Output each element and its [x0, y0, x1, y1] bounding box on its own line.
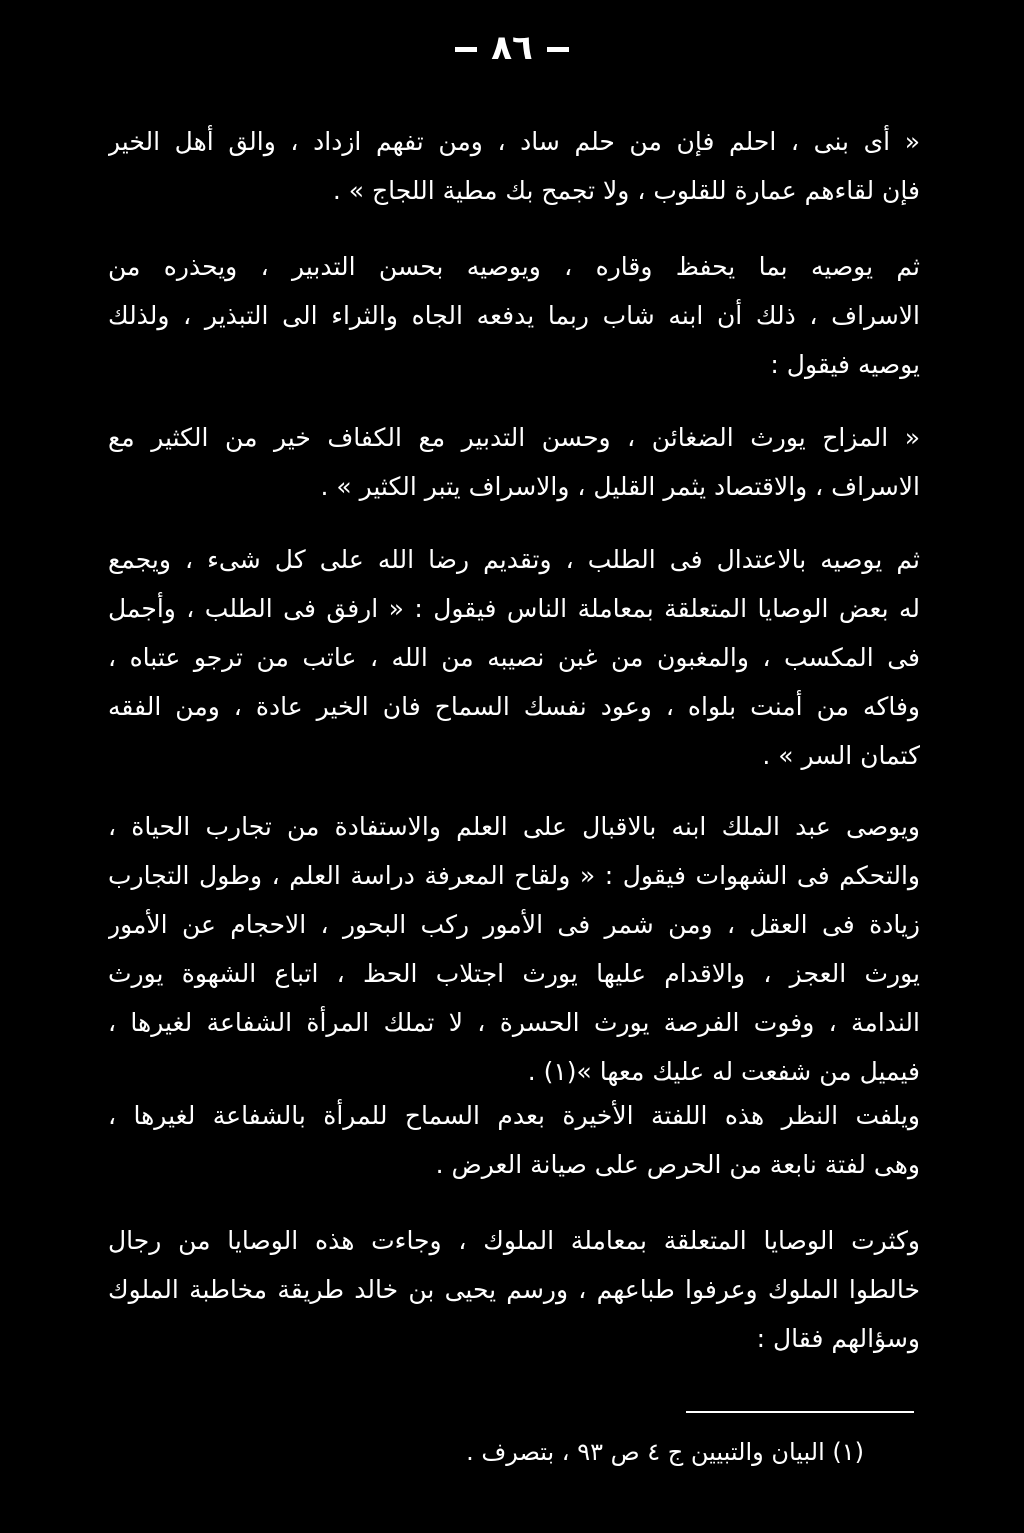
- text-line: كتمان السر » .: [762, 741, 920, 770]
- page-number-left-dash: [455, 47, 477, 52]
- paragraph-7: [108, 1216, 920, 1363]
- text-line: يوصيه فيقول :: [770, 350, 920, 379]
- text-line: ثم يوصيه بما يحفظ وقاره ، ويوصيه بحسن التدبير ، ويحذره من: [108, 252, 920, 281]
- footnote-divider: [686, 1411, 914, 1413]
- text-line: فى المكسب ، والمغبون من غبن نصيبه من الله ، عاتب من ترجو عتباه ،: [108, 643, 920, 672]
- footnote: (١) البيان والتبيين ج ٤ ص ٩٣ ، بتصرف .: [466, 1438, 864, 1466]
- paragraph-3: [108, 413, 920, 511]
- text-line: ويلفت النظر هذه اللفتة الأخيرة بعدم السماح للمرأة بالشفاعة لغيرها ،: [108, 1101, 920, 1130]
- paragraph-5: [108, 802, 920, 1096]
- text-line: وهى لفتة نابعة من الحرص على صيانة العرض .: [435, 1150, 920, 1179]
- paragraph-1: [108, 117, 920, 215]
- text-line: وفاكه من أمنت بلواه ، وعود نفسك السماح فان الخير عادة ، ومن الفقه: [108, 692, 920, 721]
- text-line: « أى بنى ، احلم فإن من حلم ساد ، ومن تفهم ازداد ، والق أهل الخير: [108, 127, 920, 156]
- text-line: يورث العجز ، والاقدام عليها يورث اجتلاب الحظ ، اتباع الشهوة يورث: [108, 959, 920, 988]
- text-line: فيميل من شفعت له عليك معها »(١) .: [527, 1057, 920, 1086]
- page-number-value: ٨٦: [491, 28, 533, 68]
- text-line: ثم يوصيه بالاعتدال فى الطلب ، وتقديم رضا الله على كل شىء ، ويجمع: [108, 545, 920, 574]
- text-line: ويوصى عبد الملك ابنه بالاقبال على العلم والاستفادة من تجارب الحياة ،: [108, 812, 920, 841]
- text-line: له بعض الوصايا المتعلقة بمعاملة الناس فيقول : « ارفق فى الطلب ، وأجمل: [108, 594, 920, 623]
- text-line: وكثرت الوصايا المتعلقة بمعاملة الملوك ، وجاءت هذه الوصايا من رجال: [108, 1226, 920, 1255]
- text-line: « المزاح يورث الضغائن ، وحسن التدبير مع الكفاف خير من الكثير مع: [108, 423, 920, 452]
- text-line: الاسراف ، والاقتصاد يثمر القليل ، والاسراف يتبر الكثير » .: [320, 472, 920, 501]
- paragraph-4: [108, 535, 920, 780]
- text-line: زيادة فى العقل ، ومن شمر فى الأمور ركب البحور ، الاحجام عن الأمور: [108, 910, 920, 939]
- text-line: الندامة ، وفوت الفرصة يورث الحسرة ، لا تملك المرأة الشفاعة لغيرها ،: [108, 1008, 920, 1037]
- paragraph-6: [108, 1091, 920, 1189]
- paragraph-2: [108, 242, 920, 389]
- text-line: خالطوا الملوك وعرفوا طباعهم ، ورسم يحيى بن خالد طريقة مخاطبة الملوك: [108, 1275, 920, 1304]
- page-number: [0, 28, 1024, 68]
- text-line: الاسراف ، ذلك أن ابنه شاب ربما يدفعه الجاه والثراء الى التبذير ، ولذلك: [108, 301, 920, 330]
- text-line: فإن لقاءهم عمارة للقلوب ، ولا تجمح بك مطية اللجاج » .: [332, 176, 920, 205]
- text-line: والتحكم فى الشهوات فيقول : « ولقاح المعرفة دراسة العلم ، وطول التجارب: [108, 861, 920, 890]
- text-line: وسؤالهم فقال :: [756, 1324, 920, 1353]
- page-number-right-dash: [547, 47, 569, 52]
